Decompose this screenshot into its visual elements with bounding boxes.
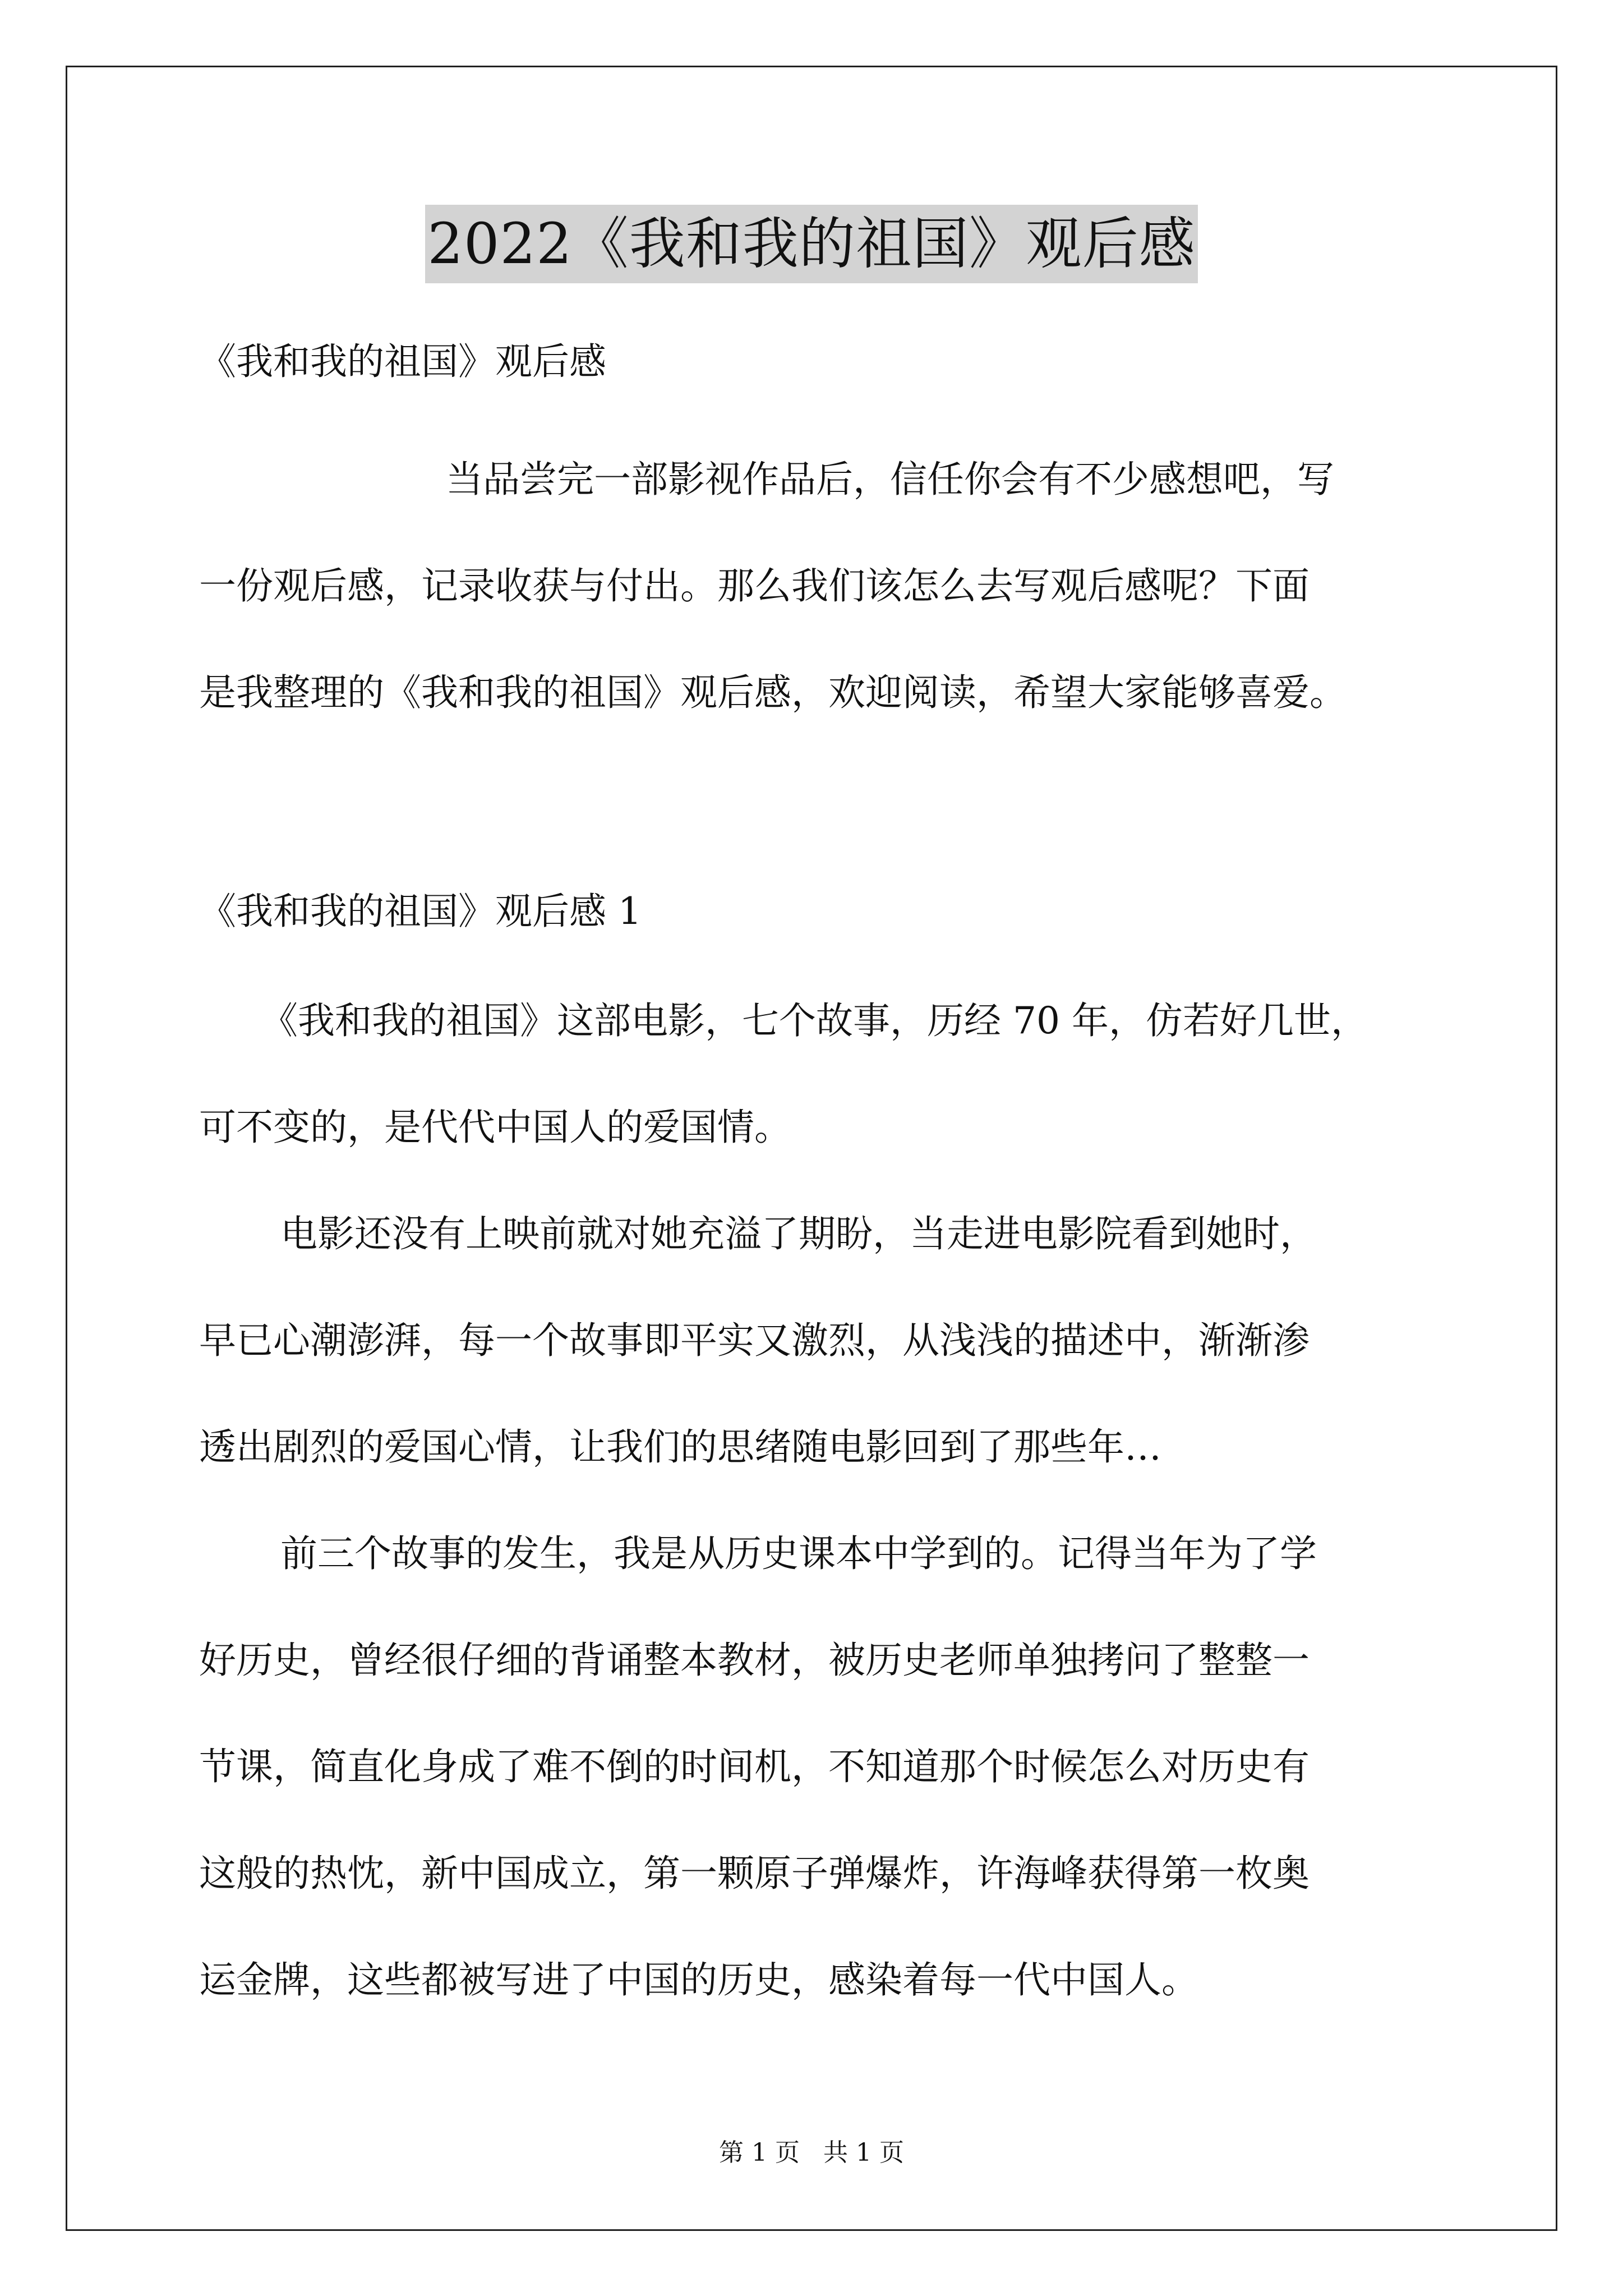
page-number: 第 1 页 — [719, 2138, 800, 2167]
subtitle-line: 《我和我的祖国》观后感 — [199, 340, 606, 383]
body-line-7: 好历史，曾经很仔细的背诵整本教材，被历史老师单独拷问了整整一 — [199, 1639, 1310, 1682]
title-container — [0, 205, 1623, 283]
body-line-6: 前三个故事的发生，我是从历史课本中学到的。记得当年为了学 — [280, 1532, 1317, 1575]
body-line-4: 早已心潮澎湃，每一个故事即平实又激烈，从浅浅的描述中，渐渐渗 — [199, 1319, 1310, 1362]
intro-line-3: 是我整理的《我和我的祖国》观后感，欢迎阅读，希望大家能够喜爱。 — [199, 671, 1347, 714]
page-total: 共 1 页 — [823, 2138, 904, 2167]
body-line-3: 电影还没有上映前就对她充溢了期盼，当走进电影院看到她时， — [280, 1212, 1317, 1255]
body-line-1: 《我和我的祖国》这部电影，七个故事，历经 70 年，仿若好几世， — [261, 999, 1368, 1042]
body-line-10: 运金牌，这些都被写进了中国的历史，感染着每一代中国人。 — [199, 1958, 1198, 2001]
document-title: 2022《我和我的祖国》观后感 — [425, 205, 1198, 283]
section-heading: 《我和我的祖国》观后感 1 — [199, 890, 642, 933]
intro-line-1: 当品尝完一部影视作品后，信任你会有不少感想吧，写 — [446, 458, 1334, 501]
intro-line-2: 一份观后感，记录收获与付出。那么我们该怎么去写观后感呢？下面 — [199, 564, 1310, 608]
page-footer — [0, 2136, 1623, 2170]
body-line-9: 这般的热忱，新中国成立，第一颗原子弹爆炸，许海峰获得第一枚奥 — [199, 1852, 1310, 1895]
body-line-2: 可不变的，是代代中国人的爱国情。 — [199, 1106, 791, 1149]
body-line-5: 透出剧烈的爱国心情，让我们的思绪随电影回到了那些年… — [199, 1425, 1161, 1469]
body-line-8: 节课，简直化身成了难不倒的时间机，不知道那个时候怎么对历史有 — [199, 1745, 1310, 1788]
